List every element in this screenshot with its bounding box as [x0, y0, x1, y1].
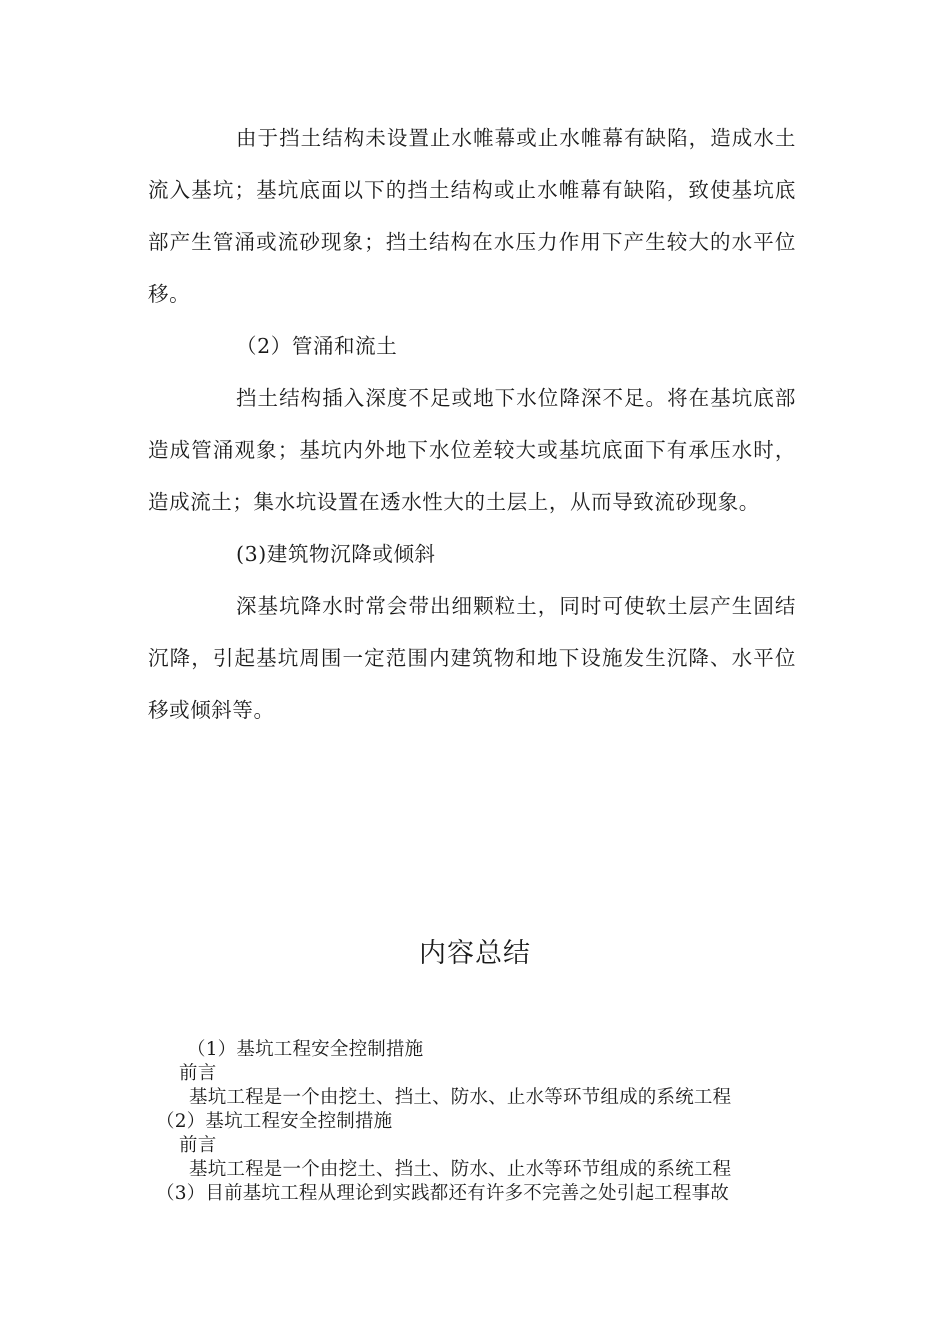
paragraph-water-seepage: 由于挡土结构未设置止水帷幕或止水帷幕有缺陷，造成水土流入基坑；基坑底面以下的挡土结构或止水帷幕有缺陷，致使基坑底部产生管涌或流砂现象；挡土结构在水压力作用下产生较大的水平位移。	[148, 126, 796, 306]
summary-line-2: 前言	[179, 1063, 217, 1084]
summary-line-5: 前言	[179, 1135, 217, 1156]
summary-line-1: （1）基坑工程安全控制措施	[187, 1039, 424, 1060]
heading-building-settlement: (3)建筑物沉降或倾斜	[236, 542, 436, 566]
summary-line-4: （2）基坑工程安全控制措施	[156, 1111, 393, 1132]
summary-line-7: （3）目前基坑工程从理论到实践都还有许多不完善之处引起工程事故	[156, 1183, 729, 1204]
summary-line-6: 基坑工程是一个由挖土、挡土、防水、止水等环节组成的系统工程	[189, 1159, 732, 1180]
heading-piping-and-soil-flow: （2）管涌和流土	[236, 334, 398, 358]
body-text	[148, 112, 796, 736]
paragraph-building-settlement: 深基坑降水时常会带出细颗粒土，同时可使软土层产生固结沉降，引起基坑周围一定范围内建筑物和地下设施发生沉降、水平位移或倾斜等。	[148, 594, 796, 722]
paragraph-piping-and-soil-flow: 挡土结构插入深度不足或地下水位降深不足。将在基坑底部造成管涌观象；基坑内外地下水位差较大或基坑底面下有承压水时，造成流土；集水坑设置在透水性大的土层上，从而导致流砂现象。	[148, 386, 796, 514]
summary-line-3: 基坑工程是一个由挖土、挡土、防水、止水等环节组成的系统工程	[189, 1087, 732, 1108]
summary-title: 内容总结	[419, 938, 531, 969]
